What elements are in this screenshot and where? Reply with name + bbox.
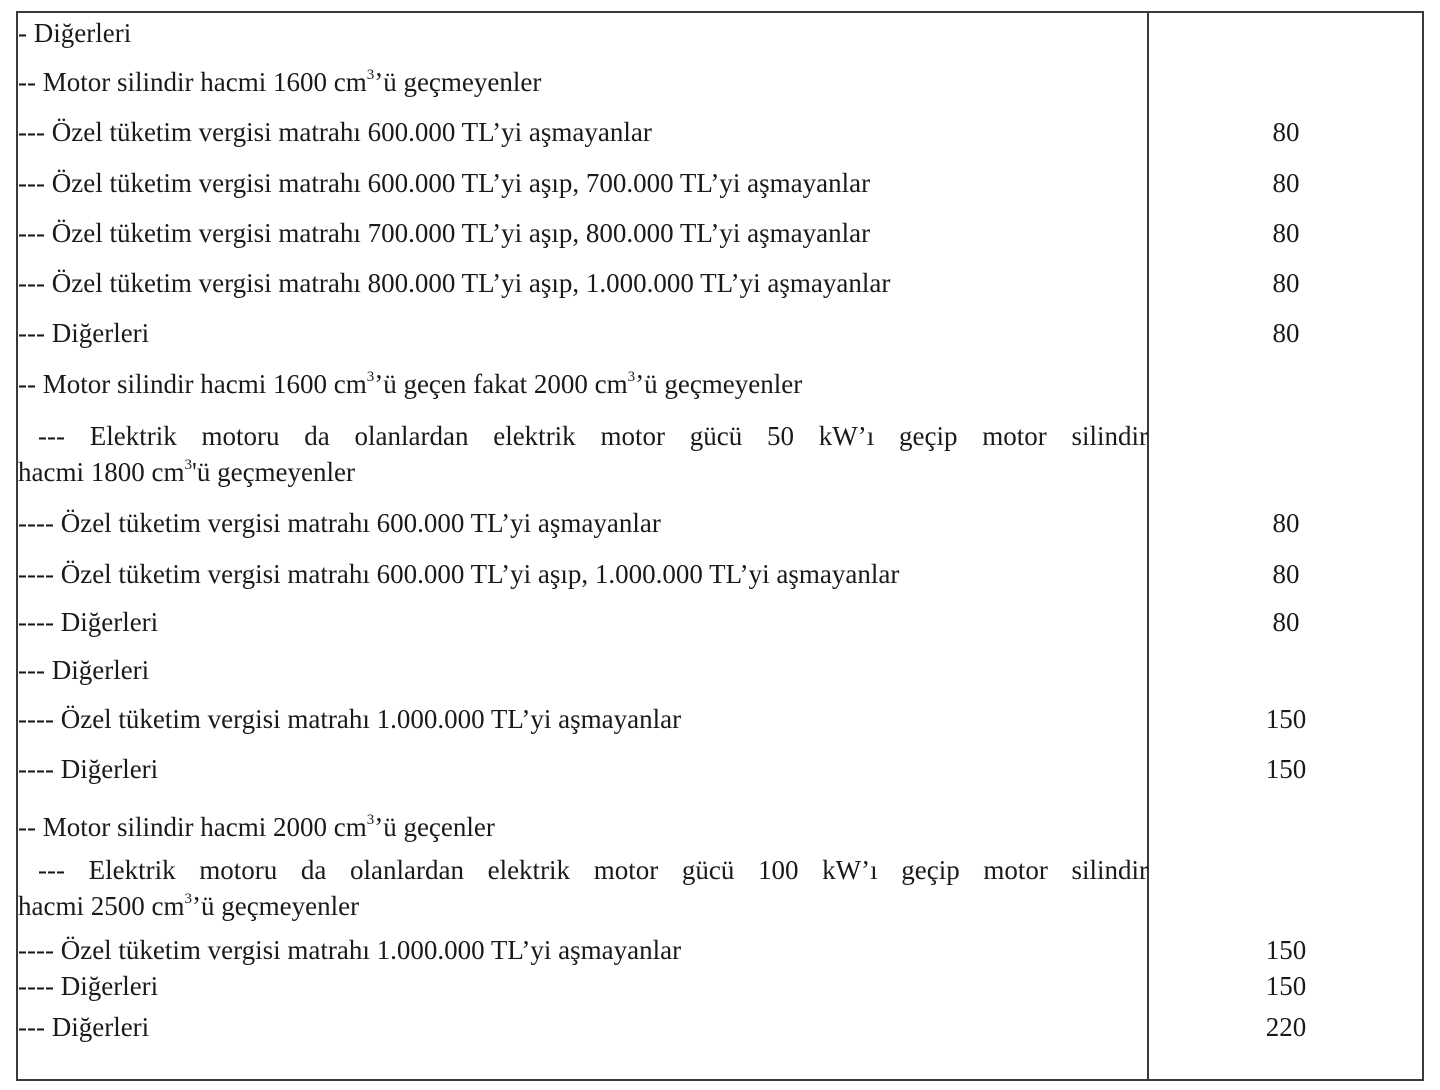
row-label: -- Motor silindir hacmi 1600 $cm^3’ü$ geçen fakat 2000 $cm^3’ü$ geçmeyenler: [18, 369, 803, 399]
row-rate: 80: [1272, 117, 1300, 147]
row-label: ---- Özel tüketim vergisi matrahı 600.000 TL’yi aşıp, 1.000.000 TL’yi aşmayanlar: [18, 559, 900, 589]
table-row: [0, 605, 1440, 639]
row-rate: 150: [1265, 704, 1307, 734]
row-label: --- Diğerleri: [18, 318, 150, 348]
row-rate: 150: [1265, 971, 1307, 1001]
table-row: [0, 16, 1440, 50]
row-rate: 80: [1272, 168, 1300, 198]
table-row: [0, 752, 1440, 786]
row-label: --- Özel tüketim vergisi matrahı 600.000 TL’yi aşmayanlar: [18, 117, 652, 147]
row-label: --- Elektrik motoru da olanlardan elektrik motor gücü 100 kW’ı geçip motor silindir hacmi 2500 $cm^3’ü$ geçmeyenler: [18, 855, 1148, 921]
table-row: [0, 216, 1440, 250]
table-row: [0, 810, 1440, 844]
row-label: ---- Özel tüketim vergisi matrahı 1.000.000 TL’yi aşmayanlar: [18, 935, 682, 965]
table-row: [0, 852, 1440, 924]
row-label: --- Elektrik motoru da olanlardan elektrik motor gücü 50 kW’ı geçip motor silindir hacmi 1800 $cm^3'ü$ geçmeyenler: [18, 421, 1148, 487]
row-rate: 220: [1265, 1012, 1307, 1042]
table-row: [0, 266, 1440, 300]
table-row: [0, 316, 1440, 350]
table-row: [0, 506, 1440, 540]
table-row: [0, 933, 1440, 967]
row-rate: 80: [1272, 318, 1300, 348]
table-row: [0, 1010, 1440, 1044]
row-rate: 80: [1272, 559, 1300, 589]
table-row: [0, 702, 1440, 736]
row-label: --- Özel tüketim vergisi matrahı 700.000 TL’yi aşıp, 800.000 TL’yi aşmayanlar: [18, 218, 871, 248]
row-label: - Diğerleri: [18, 18, 132, 48]
row-label: ---- Özel tüketim vergisi matrahı 600.000 TL’yi aşmayanlar: [18, 508, 661, 538]
table-row: [0, 65, 1440, 99]
row-label: --- Özel tüketim vergisi matrahı 600.000 TL’yi aşıp, 700.000 TL’yi aşmayanlar: [18, 168, 871, 198]
row-label: -- Motor silindir hacmi 1600 $cm^3’ü$ geçmeyenler: [18, 67, 542, 97]
table-row: [0, 969, 1440, 1003]
row-rate: 80: [1272, 268, 1300, 298]
row-rate: 80: [1272, 508, 1300, 538]
row-label: --- Diğerleri: [18, 1012, 150, 1042]
table-row: [0, 653, 1440, 687]
row-label: ---- Diğerleri: [18, 971, 159, 1001]
row-label: ---- Diğerleri: [18, 754, 159, 784]
row-label: --- Özel tüketim vergisi matrahı 800.000 TL’yi aşıp, 1.000.000 TL’yi aşmayanlar: [18, 268, 891, 298]
row-rate: 80: [1272, 218, 1300, 248]
table-row: [0, 557, 1440, 591]
table-row: [0, 367, 1440, 401]
row-label: -- Motor silindir hacmi 2000 $cm^3’ü$ geçenler: [18, 812, 495, 842]
table-row: [0, 418, 1440, 490]
row-rate: 150: [1265, 754, 1307, 784]
row-rate: 150: [1265, 935, 1307, 965]
row-label: ---- Özel tüketim vergisi matrahı 1.000.000 TL’yi aşmayanlar: [18, 704, 682, 734]
row-label: ---- Diğerleri: [18, 607, 159, 637]
table-row: [0, 166, 1440, 200]
row-label: --- Diğerleri: [18, 655, 150, 685]
row-rate: 80: [1272, 607, 1300, 637]
table-row: [0, 115, 1440, 149]
